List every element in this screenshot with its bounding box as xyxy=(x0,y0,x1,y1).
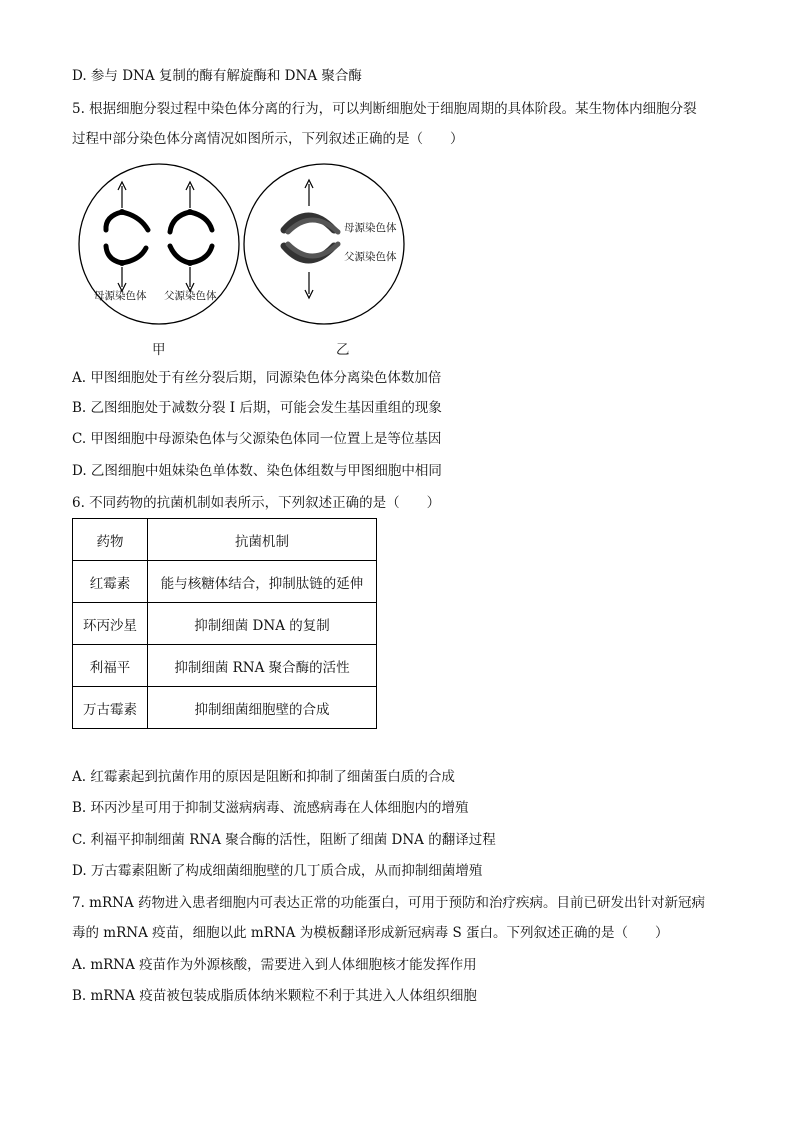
q5-stem-line2: 过程中部分染色体分离情况如图所示，下列叙述正确的是（ ） xyxy=(72,131,464,147)
cell-yi-membrane xyxy=(244,164,404,324)
q7-stem-line2: 毒的 mRNA 疫苗，细胞以此 mRNA 为模板翻译形成新冠病毒 S 蛋白。下列叙述正确的是（ ） xyxy=(72,925,669,941)
caption-yi: 乙 xyxy=(336,342,350,358)
yi-label-paternal: 父源染色体 xyxy=(344,251,397,263)
table-cell: 利福平 xyxy=(73,645,148,687)
table-row xyxy=(73,645,377,687)
cell-division-figure xyxy=(72,160,412,360)
jia-label-maternal: 母源染色体 xyxy=(94,290,147,302)
table-cell: 抑制细菌 DNA 的复制 xyxy=(148,603,377,645)
jia-label-paternal: 父源染色体 xyxy=(164,290,217,302)
jia-chromosome-lower-right-b xyxy=(190,246,212,263)
q7-option-b: B. mRNA 疫苗被包装成脂质体纳米颗粒不利于其进入人体组织细胞 xyxy=(72,988,477,1004)
table-cell: 能与核糖体结合，抑制肽链的延伸 xyxy=(148,561,377,603)
jia-chromosome-lower-left xyxy=(106,246,122,263)
q5-option-b: B. 乙图细胞处于减数分裂 I 后期，可能会发生基因重组的现象 xyxy=(72,400,442,416)
jia-chromosome-lower-left-b xyxy=(122,248,146,263)
q5-option-d: D. 乙图细胞中姐妹染色单体数、染色体组数与甲图细胞中相同 xyxy=(72,463,442,479)
q6-option-a: A. 红霉素起到抗菌作用的原因是阻断和抑制了细菌蛋白质的合成 xyxy=(72,769,455,785)
table-row xyxy=(73,561,377,603)
table-cell: 抑制细菌 RNA 聚合酶的活性 xyxy=(148,645,377,687)
table-cell: 环丙沙星 xyxy=(73,603,148,645)
q5-option-a: A. 甲图细胞处于有丝分裂后期，同源染色体分离染色体数加倍 xyxy=(72,370,442,386)
table-cell: 红霉素 xyxy=(73,561,148,603)
table-header-row xyxy=(73,519,377,561)
q6-option-d: D. 万古霉素阻断了构成细菌细胞壁的几丁质合成，从而抑制细菌增殖 xyxy=(72,863,483,879)
table-row xyxy=(73,603,377,645)
jia-chromosome-upper-left-b xyxy=(122,212,148,230)
q7-option-a: A. mRNA 疫苗作为外源核酸，需要进入到人体细胞核才能发挥作用 xyxy=(72,957,477,973)
jia-chromosome-lower-right xyxy=(170,246,190,263)
table-header-cell: 抗菌机制 xyxy=(148,519,377,561)
table-row xyxy=(73,687,377,729)
q6-stem: 6. 不同药物的抗菌机制如表所示，下列叙述正确的是（ ） xyxy=(72,495,441,511)
q7-stem-line1: 7. mRNA 药物进入患者细胞内可表达正常的功能蛋白，可用于预防和治疗疾病。目前已研发出针对新冠病 xyxy=(72,895,705,911)
table-cell: 万古霉素 xyxy=(73,687,148,729)
table-cell: 抑制细菌细胞壁的合成 xyxy=(148,687,377,729)
yi-label-maternal: 母源染色体 xyxy=(344,222,397,234)
jia-chromosome-upper-right xyxy=(170,212,190,232)
prev-option-d: D. 参与 DNA 复制的酶有解旋酶和 DNA 聚合酶 xyxy=(72,68,362,84)
jia-chromosome-upper-left xyxy=(106,212,122,230)
q5-stem-line1: 5. 根据细胞分裂过程中染色体分离的行为，可以判断细胞处于细胞周期的具体阶段。某生物体内细胞分裂 xyxy=(72,101,697,117)
caption-jia: 甲 xyxy=(152,342,166,358)
jia-chromosome-upper-right-b xyxy=(190,212,212,230)
q6-option-c: C. 利福平抑制细菌 RNA 聚合酶的活性，阻断了细菌 DNA 的翻译过程 xyxy=(72,832,496,848)
antibacterial-mechanism-table xyxy=(72,518,377,729)
table-header-cell: 药物 xyxy=(73,519,148,561)
q6-option-b: B. 环丙沙星可用于抑制艾滋病病毒、流感病毒在人体细胞内的增殖 xyxy=(72,800,469,816)
q5-option-c: C. 甲图细胞中母源染色体与父源染色体同一位置上是等位基因 xyxy=(72,431,442,447)
